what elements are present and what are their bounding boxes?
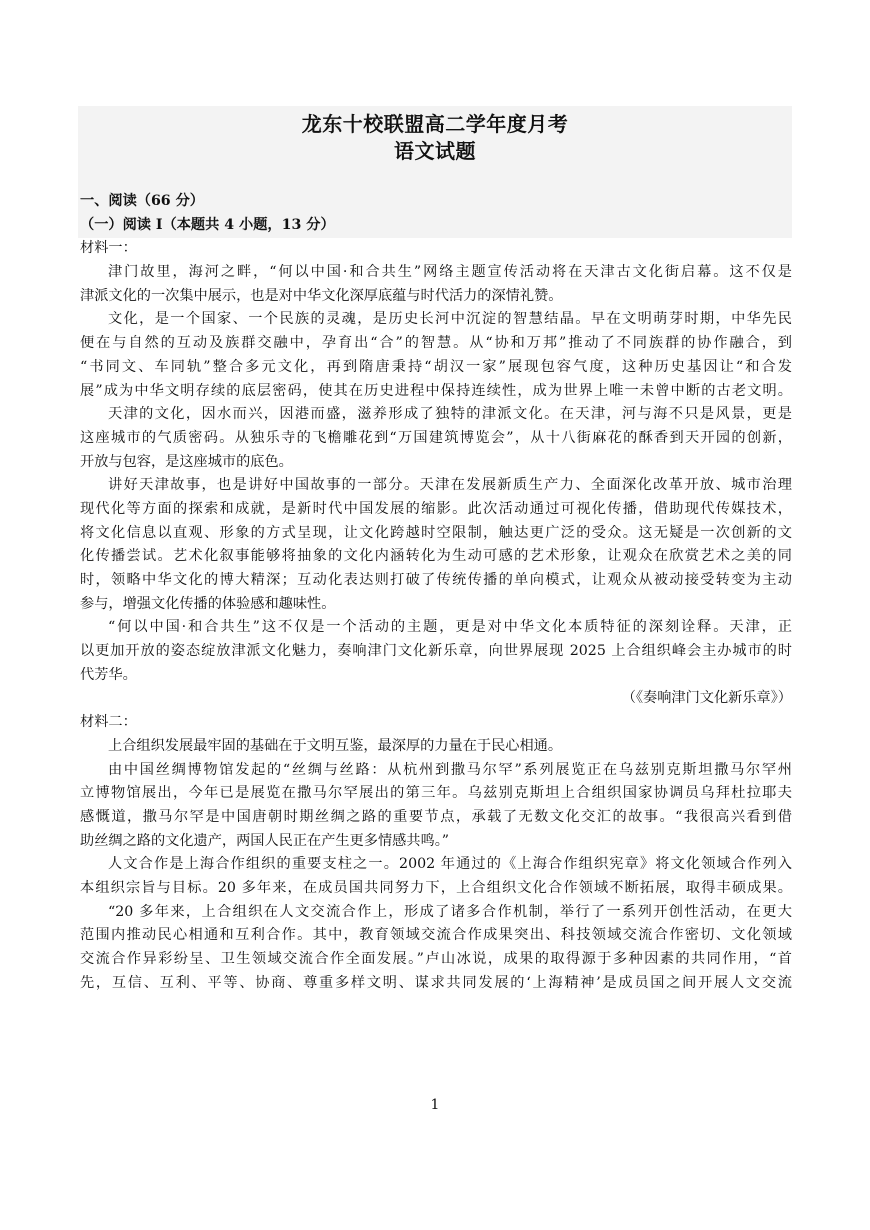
material1-line: 这座城市的气质密码。从独乐寺的飞檐雕花到“万国建筑博览会”，从十八街麻花的酥香到天开园的创新， xyxy=(80,429,792,446)
material1-line: 天津的文化，因水而兴，因港而盛，滋养形成了独特的津派文化。在天津，河与海不只是风景，更是 xyxy=(108,406,792,423)
material1-line: 津门故里，海河之畔，“何以中国·和合共生”网络主题宣传活动将在天津古文化街启幕。这不仅是 xyxy=(108,264,792,281)
material1-line: 现代化等方面的探索和成就，是新时代中国发展的缩影。此次活动通过可视化传播，借助现代传媒技术， xyxy=(80,500,792,517)
material2-line: 范围内推动民心相通和互利合作。其中，教育领域交流合作成果突出、科技领域交流合作密切、文化领域 xyxy=(80,927,792,944)
material2-label: 材料二： xyxy=(80,714,137,731)
material2-line: 先，互信、互利、平等、协商、尊重多样文明、谋求共同发展的‘上海精神’是成员国之间开展人文交流 xyxy=(80,974,792,991)
material1-line: 化传播尝试。艺术化叙事能够将抽象的文化内涵转化为生动可感的艺术形象，让观众在欣赏艺术之美的同 xyxy=(80,548,792,565)
material1-line: 讲好天津故事，也是讲好中国故事的一部分。天津在发展新质生产力、全面深化改革开放、城市治理 xyxy=(108,477,792,494)
material2-line: 上合组织发展最牢固的基础在于文明互鉴，最深厚的力量在于民心相通。 xyxy=(108,737,563,754)
document-body xyxy=(80,190,792,995)
material1-line: 以更加开放的姿态绽放津派文化魅力，奏响津门文化新乐章，向世界展现 2025 上合组织峰会主办城市的时 xyxy=(80,643,792,660)
section-heading: 一、阅读（66 分） xyxy=(80,193,204,209)
material2-line: “20 多年来，上合组织在人文交流合作上，形成了诸多合作机制，举行了一系列开创性活动，在更大 xyxy=(108,903,792,920)
material1-line: “书同文、车同轨”整合多元文化，再到隋唐秉持“胡汉一家”展现包容气度，这种历史基因让“和合发 xyxy=(80,358,792,375)
material2-line: 助丝绸之路的文化遗产，两国人民正在产生更多情感共鸣。” xyxy=(80,832,450,849)
document-title: 龙东十校联盟高二学年度月考 xyxy=(301,112,569,136)
material1-line: 展”成为中华文明存续的底层密码，使其在历史进程中保持连续性，成为世界上唯一未曾中断的古老文明。 xyxy=(80,382,792,399)
material1-source: （《奏响津门文化新乐章》） xyxy=(621,690,792,707)
material1-line: “何以中国·和合共生”这不仅是一个活动的主题，更是对中华文化本质特征的深刻诠释。天津，正 xyxy=(108,619,792,636)
material1-line: 津派文化的一次集中展示，也是对中华文化深厚底蕴与时代活力的深情礼赞。 xyxy=(80,287,563,304)
material1-line: 开放与包容，是这座城市的底色。 xyxy=(80,453,293,470)
material1-line: 参与，增强文化传播的体验感和趣味性。 xyxy=(80,595,336,612)
page-number: 1 xyxy=(430,1097,440,1113)
material1-line: 便在与自然的互动及族群交融中，孕育出“合”的智慧。从“协和万邦”推动了不同族群的协作融合，到 xyxy=(80,335,792,352)
document-subtitle: 语文试题 xyxy=(394,139,476,163)
material2-line: 立博物馆展出，今年已是展览在撒马尔罕展出的第三年。乌兹别克斯坦上合组织国家协调员乌拜杜拉耶夫 xyxy=(80,785,792,802)
material2-line: 交流合作异彩纷呈、卫生领域交流合作全面发展。”卢山冰说，成果的取得源于多种因素的共同作用，“首 xyxy=(80,951,792,967)
material1-line: 时，领略中华文化的博大精深；互动化表达则打破了传统传播的单向模式，让观众从被动接受转变为主动 xyxy=(80,572,792,588)
material1-line: 文化，是一个国家、一个民族的灵魂，是历史长河中沉淀的智慧结晶。早在文明萌芽时期，中华先民 xyxy=(108,311,792,328)
material2-line: 由中国丝绸博物馆发起的“丝绸与丝路：从杭州到撒马尔罕”系列展览正在乌兹别克斯坦撒马尔罕州 xyxy=(108,761,792,778)
material1-line: 将文化信息以直观、形象的方式呈现，让文化跨越时空限制，触达更广泛的受众。这无疑是一次创新的文 xyxy=(80,524,792,541)
material1-line: 代芳华。 xyxy=(80,666,137,683)
material2-line: 感慨道，撒马尔罕是中国唐朝时期丝绸之路的重要节点，承载了无数文化交汇的故事。“我很高兴看到借 xyxy=(80,808,792,825)
material2-line: 人文合作是上海合作组织的重要支柱之一。2002 年通过的《上海合作组织宪章》将文化领域合作列入 xyxy=(108,856,792,873)
material1-label: 材料一： xyxy=(80,240,137,257)
material2-line: 本组织宗旨与目标。20 多年来，在成员国共同努力下，上合组织文化合作领域不断拓展，取得丰硕成果。 xyxy=(80,879,792,896)
subsection-heading: （一）阅读 I（本题共 4 小题，13 分） xyxy=(80,216,335,233)
